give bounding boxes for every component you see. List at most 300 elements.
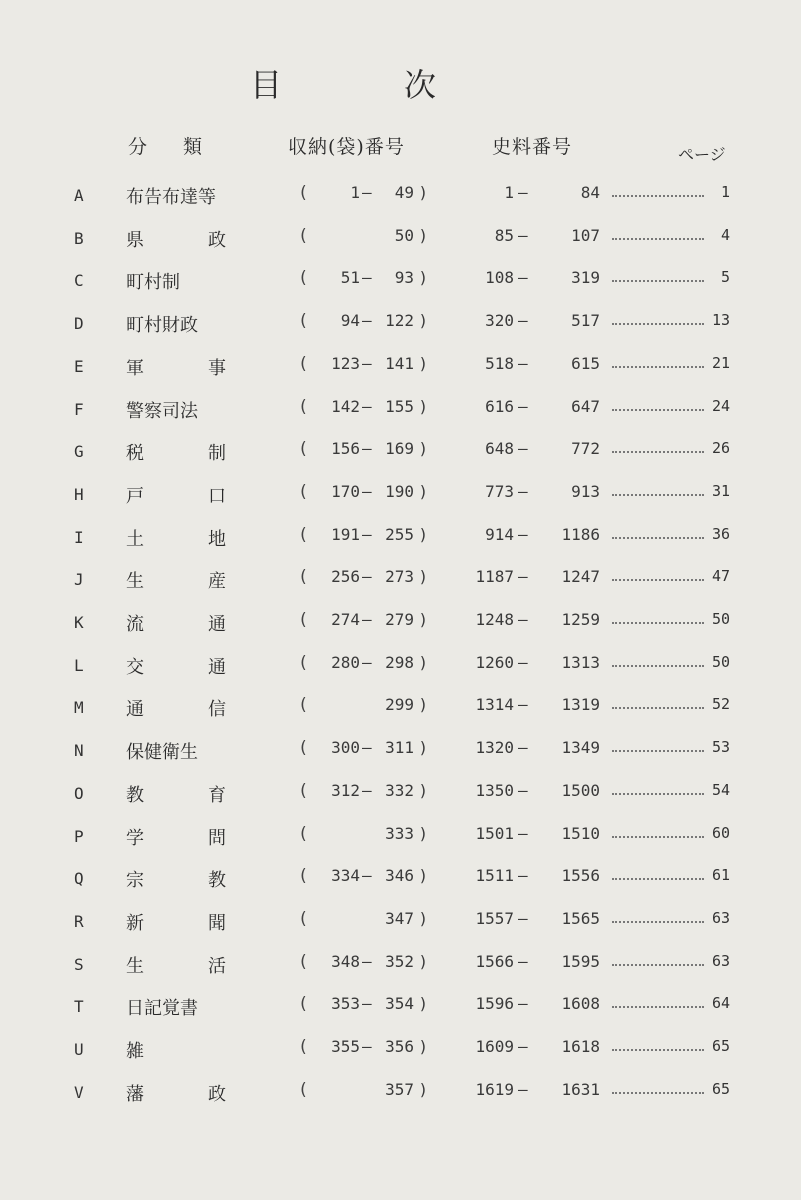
document-number-from: 1260 xyxy=(475,652,514,672)
category-name xyxy=(126,610,226,636)
range-dash: — xyxy=(518,311,528,331)
document-number-to: 913 xyxy=(571,481,600,501)
category-letter: U xyxy=(74,1040,84,1059)
category-name-part: 地 xyxy=(208,528,226,550)
document-number-to: 1608 xyxy=(561,994,600,1014)
category-letter: H xyxy=(74,484,84,504)
box-number-to: 273 xyxy=(385,567,414,587)
category-name-part: 土 xyxy=(126,528,144,550)
page-number: 60 xyxy=(711,823,730,842)
category-letter: C xyxy=(74,271,84,291)
header-page: ページ xyxy=(678,145,726,164)
box-close-paren: ) xyxy=(418,738,428,758)
box-close-paren: ) xyxy=(418,353,428,373)
category-name-part: 育 xyxy=(208,784,226,806)
category-letter: E xyxy=(74,356,84,376)
box-number-from: 312 xyxy=(331,780,360,800)
range-dash: — xyxy=(362,396,372,416)
category-name-part: 交 xyxy=(126,656,144,678)
range-dash: — xyxy=(362,994,372,1014)
box-number-to: 155 xyxy=(385,396,414,416)
toc-row xyxy=(0,268,801,298)
document-number-to: 647 xyxy=(571,396,600,416)
dot-leader xyxy=(612,1006,704,1008)
category-name: 警察司法 xyxy=(126,400,198,422)
page-number: 13 xyxy=(711,311,730,330)
page-number: 4 xyxy=(720,225,730,244)
category-name xyxy=(126,482,226,508)
range-dash: — xyxy=(518,268,528,288)
category-name-part: 制 xyxy=(208,443,226,465)
box-close-paren: ) xyxy=(418,652,428,672)
document-number-to: 84 xyxy=(580,183,600,202)
page-number: 31 xyxy=(711,481,730,500)
range-dash: — xyxy=(518,567,528,587)
category-name: 町村制 xyxy=(126,272,180,294)
toc-row xyxy=(0,738,801,768)
box-close-paren: ) xyxy=(418,524,428,544)
category-name-part: 問 xyxy=(208,827,226,849)
page-number: 63 xyxy=(711,908,730,927)
document-number-to: 1510 xyxy=(561,823,600,843)
range-dash: — xyxy=(362,481,372,501)
box-number-from: 300 xyxy=(331,738,360,758)
dot-leader xyxy=(612,366,704,368)
range-dash: — xyxy=(518,652,528,672)
box-close-paren: ) xyxy=(418,225,428,245)
box-number-to: 354 xyxy=(385,994,414,1014)
box-close-paren: ) xyxy=(418,780,428,800)
category-name-part: 活 xyxy=(208,955,226,977)
document-number-from: 914 xyxy=(485,524,514,544)
document-number-from: 1566 xyxy=(475,951,514,971)
dot-leader xyxy=(612,280,704,282)
box-number-to: 255 xyxy=(385,524,414,544)
box-open-paren: ( xyxy=(298,311,309,332)
box-number-to: 141 xyxy=(385,353,414,373)
document-number-from: 616 xyxy=(485,396,514,416)
box-number-to: 298 xyxy=(385,652,414,672)
toc-row xyxy=(0,397,801,427)
category-name-part: 生 xyxy=(126,955,144,977)
toc-row xyxy=(0,1037,801,1067)
box-open-paren: ( xyxy=(298,353,309,374)
category-name xyxy=(126,1080,226,1106)
dot-leader xyxy=(612,195,704,197)
box-close-paren: ) xyxy=(418,1037,428,1056)
range-dash: — xyxy=(518,439,528,459)
page-number: 26 xyxy=(711,439,730,458)
box-number-from: 142 xyxy=(331,396,360,416)
toc-row xyxy=(0,183,801,213)
range-dash: — xyxy=(362,780,372,800)
range-dash: — xyxy=(518,951,528,971)
document-number-to: 107 xyxy=(571,225,600,245)
document-number-from: 1609 xyxy=(475,1037,514,1056)
category-name-part: 通 xyxy=(126,699,144,721)
box-number-to: 93 xyxy=(394,268,414,288)
document-number-to: 615 xyxy=(571,353,600,373)
page-number: 50 xyxy=(711,652,730,671)
category-letter: Q xyxy=(74,869,84,889)
category-name-part: 新 xyxy=(126,912,144,934)
dot-leader xyxy=(612,836,704,838)
box-close-paren: ) xyxy=(418,610,428,629)
range-dash: — xyxy=(518,994,528,1014)
document-number-from: 1314 xyxy=(475,695,514,715)
category-letter: J xyxy=(74,570,84,590)
document-number-from: 773 xyxy=(485,481,514,501)
dot-leader xyxy=(612,1049,704,1051)
toc-row xyxy=(0,653,801,683)
range-dash: — xyxy=(518,353,528,373)
category-name xyxy=(126,354,226,380)
document-number-from: 1 xyxy=(504,183,514,202)
box-open-paren: ( xyxy=(298,524,309,545)
box-open-paren: ( xyxy=(298,225,309,246)
box-number-to: 50 xyxy=(394,225,414,245)
range-dash: — xyxy=(362,311,372,331)
box-number-to: 122 xyxy=(385,311,414,331)
page-number: 24 xyxy=(711,396,730,415)
dot-leader xyxy=(612,451,704,453)
category-letter: L xyxy=(74,655,84,675)
category-letter: R xyxy=(74,911,84,931)
box-open-paren: ( xyxy=(298,780,309,801)
category-name-part: 生 xyxy=(126,571,144,593)
box-number-from: 353 xyxy=(331,994,360,1014)
range-dash: — xyxy=(518,396,528,416)
category-name-part: 藩 xyxy=(126,1083,144,1105)
range-dash: — xyxy=(518,183,528,202)
document-number-from: 1501 xyxy=(475,823,514,843)
box-open-paren: ( xyxy=(298,610,309,630)
box-number-from: 348 xyxy=(331,951,360,971)
category-name: 町村財政 xyxy=(126,315,198,337)
box-open-paren: ( xyxy=(298,695,309,716)
toc-row xyxy=(0,610,801,640)
category-name-part: 税 xyxy=(126,443,144,465)
box-number-from: 274 xyxy=(331,610,360,629)
dot-leader xyxy=(612,750,704,752)
page-number: 21 xyxy=(711,353,730,372)
dot-leader xyxy=(612,537,704,539)
category-name-part: 産 xyxy=(208,571,226,593)
toc-row xyxy=(0,226,801,256)
box-number-to: 347 xyxy=(385,908,414,928)
range-dash: — xyxy=(362,652,372,672)
category-name-part: 通 xyxy=(208,614,226,635)
document-number-to: 772 xyxy=(571,439,600,459)
box-number-to: 169 xyxy=(385,439,414,459)
box-close-paren: ) xyxy=(418,951,428,971)
box-number-from: 170 xyxy=(331,481,360,501)
range-dash: — xyxy=(362,439,372,459)
document-number-to: 1565 xyxy=(561,908,600,928)
box-open-paren: ( xyxy=(298,823,309,844)
page-number: 64 xyxy=(711,994,730,1013)
category-name xyxy=(126,866,226,892)
title-char-2: 次 xyxy=(404,66,437,104)
page-number: 36 xyxy=(711,524,730,543)
category-letter: G xyxy=(74,442,84,462)
box-close-paren: ) xyxy=(418,994,428,1014)
dot-leader xyxy=(612,878,704,880)
document-number-to: 1618 xyxy=(561,1037,600,1056)
box-open-paren: ( xyxy=(298,183,309,203)
box-close-paren: ) xyxy=(418,823,428,843)
category-letter: F xyxy=(74,399,84,419)
range-dash: — xyxy=(362,738,372,758)
box-open-paren: ( xyxy=(298,481,309,502)
category-name-part: 教 xyxy=(208,870,226,892)
category-name-part: 口 xyxy=(208,485,226,507)
toc-row xyxy=(0,311,801,341)
category-name xyxy=(126,226,226,252)
document-number-to: 1349 xyxy=(561,738,600,758)
document-number-from: 1557 xyxy=(475,908,514,928)
category-name: 布告布達等 xyxy=(126,187,216,208)
category-name xyxy=(126,781,226,807)
range-dash: — xyxy=(362,353,372,373)
document-number-to: 1313 xyxy=(561,652,600,672)
box-open-paren: ( xyxy=(298,268,309,289)
box-number-from: 51 xyxy=(340,268,360,288)
document-number-to: 1500 xyxy=(561,780,600,800)
category-name: 日記覚書 xyxy=(126,998,198,1020)
box-number-to: 279 xyxy=(385,610,414,629)
category-name-part: 軍 xyxy=(126,357,144,379)
dot-leader xyxy=(612,707,704,709)
category-letter: I xyxy=(74,527,84,547)
document-number-from: 518 xyxy=(485,353,514,373)
document-number-from: 1248 xyxy=(475,610,514,629)
header-box-number: 収納(袋)番号 xyxy=(288,136,405,158)
category-name xyxy=(126,653,226,679)
toc-row xyxy=(0,695,801,725)
box-number-from: 94 xyxy=(340,311,360,331)
box-open-paren: ( xyxy=(298,439,309,460)
document-number-to: 1259 xyxy=(561,610,600,629)
box-close-paren: ) xyxy=(418,439,428,459)
box-number-to: 352 xyxy=(385,951,414,971)
box-open-paren: ( xyxy=(298,908,309,929)
category-name xyxy=(126,909,226,935)
document-number-to: 1186 xyxy=(561,524,600,544)
range-dash: — xyxy=(362,268,372,288)
box-close-paren: ) xyxy=(418,183,428,202)
toc-row xyxy=(0,909,801,939)
range-dash: — xyxy=(518,695,528,715)
box-number-from: 256 xyxy=(331,567,360,587)
category-name-part: 信 xyxy=(208,699,226,721)
toc-row xyxy=(0,866,801,896)
box-open-paren: ( xyxy=(298,652,309,673)
box-open-paren: ( xyxy=(298,1037,309,1057)
toc-row xyxy=(0,354,801,384)
dot-leader xyxy=(612,494,704,496)
document-number-from: 1619 xyxy=(475,1079,514,1099)
category-name xyxy=(126,824,226,850)
category-name-part: 流 xyxy=(126,614,144,635)
category-letter: D xyxy=(74,314,84,334)
document-number-to: 517 xyxy=(571,311,600,331)
document-number-from: 1596 xyxy=(475,994,514,1014)
box-close-paren: ) xyxy=(418,268,428,288)
box-number-to: 332 xyxy=(385,780,414,800)
page-number: 61 xyxy=(711,866,730,885)
page-number: 54 xyxy=(711,780,730,799)
toc-row xyxy=(0,567,801,597)
category-name xyxy=(126,695,226,721)
toc-row xyxy=(0,1080,801,1110)
category-name-part: 聞 xyxy=(208,912,226,934)
dot-leader xyxy=(612,238,704,240)
page-number: 63 xyxy=(711,951,730,970)
document-number-from: 648 xyxy=(485,439,514,459)
page-number: 52 xyxy=(711,695,730,714)
dot-leader xyxy=(612,579,704,581)
document-number-from: 85 xyxy=(494,225,514,245)
document-number-from: 1350 xyxy=(475,780,514,800)
document-number-from: 1320 xyxy=(475,738,514,758)
page-number: 47 xyxy=(711,567,730,586)
page-number: 65 xyxy=(711,1037,730,1055)
category-name xyxy=(126,952,226,978)
box-number-to: 333 xyxy=(385,823,414,843)
range-dash: — xyxy=(518,610,528,629)
category-name xyxy=(126,439,226,465)
dot-leader xyxy=(612,793,704,795)
toc-row xyxy=(0,781,801,811)
category-letter: O xyxy=(74,783,84,803)
box-close-paren: ) xyxy=(418,1079,428,1099)
box-number-to: 356 xyxy=(385,1037,414,1056)
box-number-from: 355 xyxy=(331,1037,360,1056)
document-number-to: 319 xyxy=(571,268,600,288)
dot-leader xyxy=(612,323,704,325)
toc-row xyxy=(0,952,801,982)
document-number-from: 108 xyxy=(485,268,514,288)
box-number-to: 190 xyxy=(385,481,414,501)
document-number-from: 1187 xyxy=(475,567,514,587)
document-number-to: 1319 xyxy=(561,695,600,715)
box-close-paren: ) xyxy=(418,481,428,501)
range-dash: — xyxy=(518,908,528,928)
category-name xyxy=(126,525,226,551)
dot-leader xyxy=(612,665,704,667)
page-number: 53 xyxy=(711,738,730,757)
document-number-to: 1247 xyxy=(561,567,600,587)
document-number-to: 1556 xyxy=(561,866,600,886)
range-dash: — xyxy=(362,1037,372,1056)
header-category: 分類 xyxy=(128,136,239,158)
box-number-from: 191 xyxy=(331,524,360,544)
page-number: 5 xyxy=(720,268,730,287)
category-name-part: 学 xyxy=(126,827,144,849)
category-name-part: 政 xyxy=(208,1083,226,1105)
document-number-to: 1595 xyxy=(561,951,600,971)
toc-row xyxy=(0,994,801,1024)
box-number-from: 156 xyxy=(331,439,360,459)
title-char-1: 目 xyxy=(250,66,283,104)
range-dash: — xyxy=(518,524,528,544)
header-document-number: 史料番号 xyxy=(492,136,573,158)
dot-leader xyxy=(612,921,704,923)
category-letter: B xyxy=(74,228,84,248)
category-name-part: 政 xyxy=(208,229,226,251)
box-open-paren: ( xyxy=(298,1079,309,1100)
toc-row xyxy=(0,482,801,512)
range-dash: — xyxy=(362,567,372,587)
page-number: 65 xyxy=(711,1079,730,1098)
category-letter: M xyxy=(74,698,84,718)
category-name: 雑 xyxy=(126,1041,144,1062)
document-number-to: 1631 xyxy=(561,1079,600,1099)
box-number-to: 357 xyxy=(385,1079,414,1099)
box-number-to: 346 xyxy=(385,866,414,886)
category-name-part: 事 xyxy=(208,357,226,379)
range-dash: — xyxy=(362,183,372,202)
range-dash: — xyxy=(518,1079,528,1099)
dot-leader xyxy=(612,964,704,966)
toc-row xyxy=(0,525,801,555)
category-letter: S xyxy=(74,954,84,974)
box-close-paren: ) xyxy=(418,396,428,416)
category-name-part: 戸 xyxy=(126,485,144,507)
box-open-paren: ( xyxy=(298,866,309,887)
range-dash: — xyxy=(362,951,372,971)
category-name-part: 通 xyxy=(208,656,226,678)
box-close-paren: ) xyxy=(418,567,428,587)
document-number-from: 320 xyxy=(485,311,514,331)
page-title xyxy=(250,60,436,106)
range-dash: — xyxy=(518,225,528,245)
box-open-paren: ( xyxy=(298,994,309,1015)
category-name-part: 宗 xyxy=(126,870,144,892)
document-number-from: 1511 xyxy=(475,866,514,886)
range-dash: — xyxy=(518,1037,528,1056)
category-letter: K xyxy=(74,613,84,632)
dot-leader xyxy=(612,1092,704,1094)
toc-row xyxy=(0,439,801,469)
toc-row xyxy=(0,824,801,854)
range-dash: — xyxy=(362,524,372,544)
box-number-to: 311 xyxy=(385,738,414,758)
range-dash: — xyxy=(518,738,528,758)
category-name-part: 県 xyxy=(126,229,144,251)
box-open-paren: ( xyxy=(298,951,309,972)
box-number-from: 334 xyxy=(331,866,360,886)
box-open-paren: ( xyxy=(298,567,309,588)
category-name xyxy=(126,567,226,593)
box-number-from: 280 xyxy=(331,652,360,672)
dot-leader xyxy=(612,622,704,624)
category-name: 保健衛生 xyxy=(126,742,198,764)
range-dash: — xyxy=(518,780,528,800)
range-dash: — xyxy=(518,866,528,886)
box-close-paren: ) xyxy=(418,311,428,331)
box-open-paren: ( xyxy=(298,738,309,759)
box-close-paren: ) xyxy=(418,695,428,715)
box-number-to: 299 xyxy=(385,695,414,715)
box-open-paren: ( xyxy=(298,396,309,417)
page-number: 50 xyxy=(711,610,730,628)
category-letter: A xyxy=(74,186,84,205)
box-close-paren: ) xyxy=(418,866,428,886)
box-number-to: 49 xyxy=(394,183,414,202)
category-letter: N xyxy=(74,741,84,761)
